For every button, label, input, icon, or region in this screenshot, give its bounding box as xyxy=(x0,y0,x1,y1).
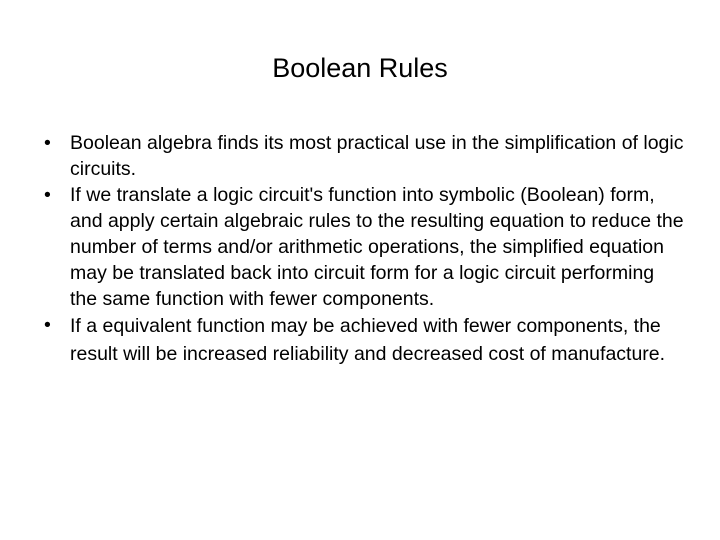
bullet-item xyxy=(44,182,684,312)
slide-title: Boolean Rules xyxy=(272,53,448,83)
bullet-icon: • xyxy=(44,314,51,336)
bullet-text: If a equivalent function may be achieved with fewer components, the result will be increased reliability and decreased cost of manufacture. xyxy=(70,315,666,365)
bullet-text: Boolean algebra finds its most practical use in the simplification of logic circuits. xyxy=(70,132,684,180)
bullet-icon: • xyxy=(44,184,51,206)
bullet-item xyxy=(44,312,684,368)
bullet-text: If we translate a logic circuit's function into symbolic (Boolean) form, and apply certain algebraic rules to the resulting equation to reduce the number of terms and/or arithmetic operations, the simplified equation may be translated back into circuit form for a logic circuit performing the same function with fewer components. xyxy=(70,184,684,310)
bullet-item xyxy=(44,130,684,182)
bullet-icon: • xyxy=(44,132,51,154)
bullet-list xyxy=(44,130,684,368)
